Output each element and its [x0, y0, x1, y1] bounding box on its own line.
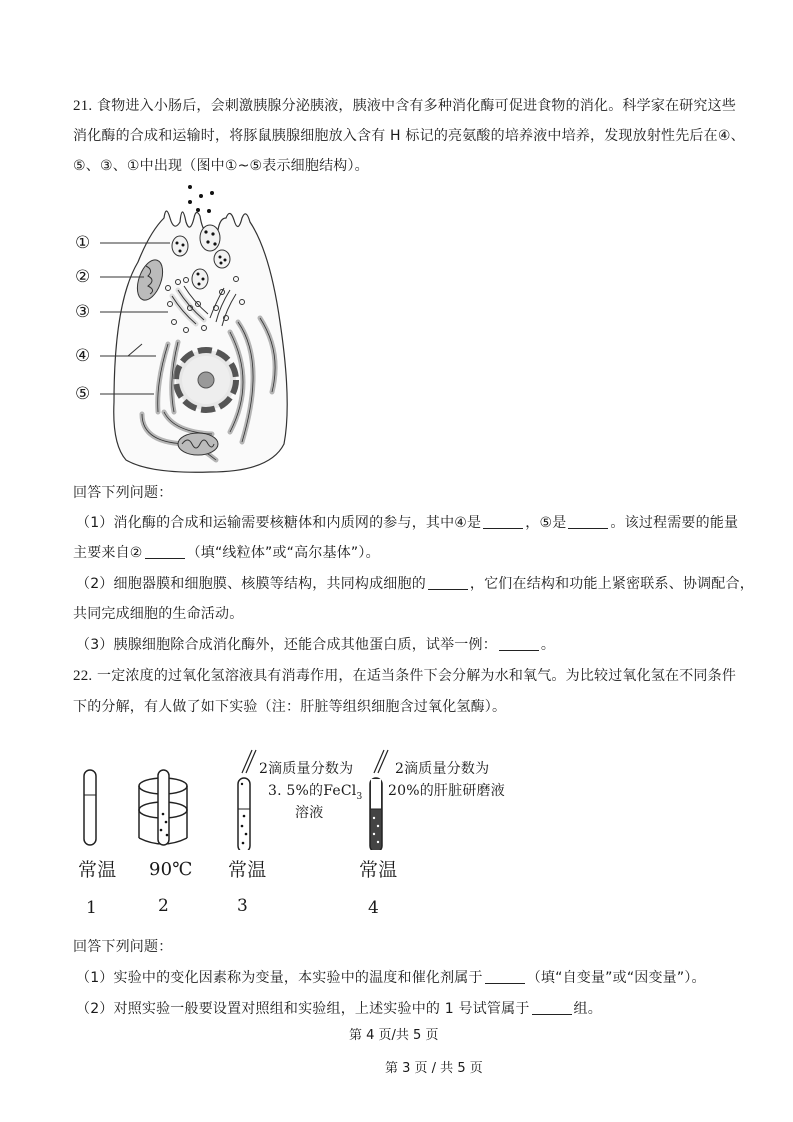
inner-page-number: 第 4 页/共 5 页	[349, 1028, 439, 1043]
q21-sub2-line2: 共同完成细胞的生命活动。	[73, 606, 244, 622]
q22-sub2-text-a: （2）对照实验一般要设置对照组和实验组，上述实验中的 1 号试管属于	[76, 1001, 530, 1017]
tube2-number: 2	[158, 896, 170, 916]
q21-sub2-line1	[76, 574, 754, 594]
tube3-number: 3	[237, 896, 249, 916]
q21-sub3-text-b: 。	[540, 637, 556, 653]
q22-stem-line-1	[73, 666, 736, 686]
q21-sub2-text-a: （2）细胞器膜和细胞膜、核膜等结构，共同构成细胞的	[76, 576, 426, 592]
q22-stem-text-1: 一定浓度的过氧化氢溶液具有消毒作用，在适当条件下会分解为水和氧气。为比较过氧化氢在不同条件	[97, 668, 737, 684]
q21-sub1-text-a: （1）消化酶的合成和运输需要核糖体和内质网的参与，其中④是	[76, 515, 482, 531]
reagent3-subscript: 3	[356, 791, 363, 802]
tube4-condition: 常温	[359, 859, 398, 881]
q21-sub1-text-e: （填“线粒体”或“高尔基体”）。	[186, 545, 380, 561]
q22-stem-line-2: 下的分解，有人做了如下实验（注：肝脏等组织细胞含过氧化氢酶）。	[73, 699, 507, 715]
q21-sub3-text-a: （3）胰腺细胞除合成消化酶外，还能合成其他蛋白质，试举一例：	[76, 637, 497, 653]
q21-sub1-text-b: ，⑤是	[525, 515, 567, 531]
label-3: ③	[75, 302, 91, 322]
label-2: ②	[75, 267, 91, 287]
reagent3-line3: 溶液	[295, 805, 324, 821]
q21-sub1-text-c: 。该过程需要的能量	[610, 515, 739, 531]
tube3-condition: 常温	[228, 859, 267, 881]
tube2-condition: 90℃	[149, 859, 193, 880]
label-4: ④	[75, 346, 91, 366]
q21-stem-line-2: 消化酶的合成和运输时，将豚鼠胰腺细胞放入含有 H 标记的亮氨酸的培养液中培养，发现放射性先后在④、	[73, 128, 745, 144]
answer-blank[interactable]	[483, 514, 523, 529]
q22-sub1-text-a: （1）实验中的变化因素称为变量，本实验中的温度和催化剂属于	[76, 970, 483, 986]
q21-stem-line-3: ⑤、③、①中出现（图中①~⑤表示细胞结构）。	[73, 158, 369, 174]
label-1: ①	[75, 233, 91, 253]
reagent4-line2: 20%的肝脏研磨液	[388, 783, 505, 799]
outer-page-number: 第 3 页 / 共 5 页	[385, 1061, 483, 1076]
q22-number: 22.	[73, 668, 93, 684]
q21-stem-line-1	[73, 96, 736, 116]
q21-sub2-text-b: ，它们在结构和功能上紧密联系、协调配合，	[469, 576, 754, 592]
tube4-number: 4	[368, 898, 380, 918]
answer-blank[interactable]	[499, 636, 539, 651]
q21-answer-prompt: 回答下列问题：	[73, 485, 173, 501]
q22-sub1-text-b: （填“自变量”或“因变量”）。	[526, 970, 706, 986]
answer-blank[interactable]	[568, 514, 608, 529]
q22-sub1	[76, 968, 706, 988]
q21-stem-text-1: 食物进入小肠后，会刺激胰腺分泌胰液，胰液中含有多种消化酶可促进食物的消化。科学家在研究这些	[97, 98, 737, 114]
answer-blank[interactable]	[485, 969, 525, 984]
q21-sub1-text-d: 主要来自②	[73, 545, 143, 561]
answer-blank[interactable]	[532, 1000, 572, 1015]
q21-sub1-line1	[76, 513, 738, 533]
label-5: ⑤	[75, 384, 91, 404]
experiment-figure	[70, 738, 430, 850]
cell-diagram	[70, 182, 310, 474]
tube1-condition: 常温	[78, 859, 117, 881]
tube1-number: 1	[86, 898, 98, 918]
answer-blank[interactable]	[428, 575, 468, 590]
reagent3-text: 3. 5%的FeCl	[268, 783, 357, 799]
answer-blank[interactable]	[145, 544, 185, 559]
q21-sub1-line2	[73, 543, 380, 563]
q21-sub3	[76, 635, 555, 655]
q22-answer-prompt: 回答下列问题：	[73, 939, 173, 955]
q21-number: 21.	[73, 98, 93, 114]
q22-sub2	[76, 999, 602, 1019]
reagent3-line1: 2滴质量分数为	[259, 761, 354, 777]
reagent4-line1: 2滴质量分数为	[395, 761, 490, 777]
q22-sub2-text-b: 组。	[573, 1001, 602, 1017]
